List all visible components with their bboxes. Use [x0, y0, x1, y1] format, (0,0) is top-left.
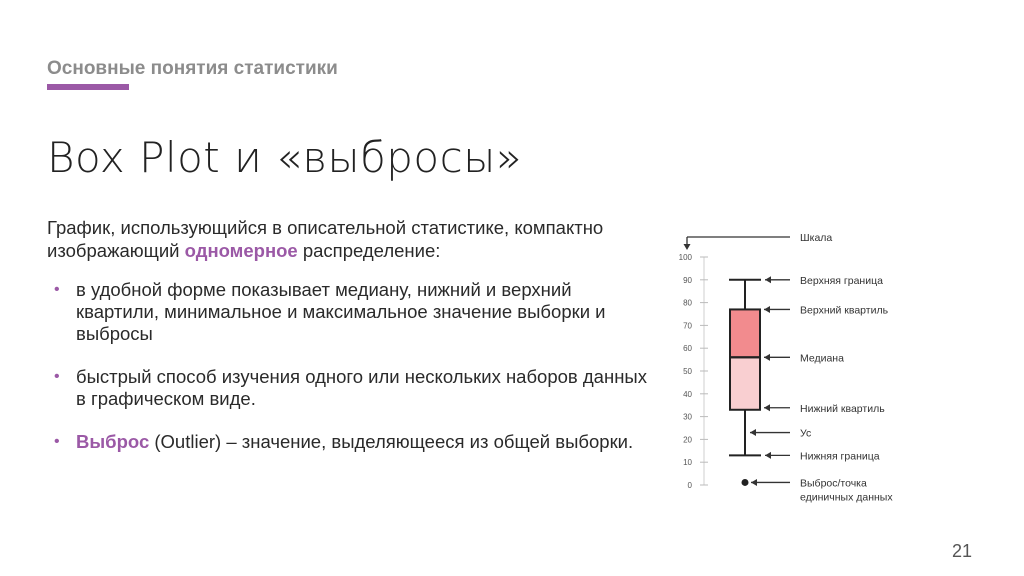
- label-median: Медиана: [800, 352, 844, 365]
- tick-label: 60: [683, 344, 692, 354]
- bullet-text: в удобной форме показывает медиану, нижний и верхний квартили, минимальное и максимальное значение выборки и выбросы: [76, 279, 606, 344]
- section-title: Основные понятия статистики: [47, 58, 338, 79]
- bullet-text: (Outlier) – значение, выделяющееся из общей выборки.: [149, 431, 634, 452]
- scale-axis: [679, 253, 708, 490]
- intro-text-start: График, использующийся в описательной статистике, компактно изображающий: [47, 217, 604, 261]
- intro-text: [47, 216, 647, 262]
- label-outlier-line2: единичных данных: [800, 491, 893, 504]
- bullet-list: [47, 279, 647, 474]
- box-plot: [729, 280, 761, 486]
- tick-label: 30: [683, 412, 692, 422]
- outlier-point: [742, 479, 749, 486]
- tick-label: 100: [678, 253, 692, 262]
- slide-title: Box Plot и «выбросы»: [47, 133, 523, 182]
- label-upper-bound: Верхняя граница: [800, 274, 883, 287]
- upper-quartile-arrowhead-icon: [764, 306, 770, 313]
- tick-label: 70: [683, 321, 692, 331]
- tick-label: 20: [683, 435, 692, 445]
- bullet-dot-icon: •: [54, 281, 60, 298]
- accent-bar: [47, 84, 129, 90]
- lower-quartile-arrowhead-icon: [764, 404, 770, 411]
- label-lower-quartile: Нижний квартиль: [800, 402, 885, 415]
- bullet-dot-icon: •: [54, 433, 60, 450]
- whisker-arrowhead-icon: [750, 429, 756, 436]
- lower-bound-arrowhead-icon: [765, 452, 771, 459]
- tick-label: 40: [683, 389, 692, 399]
- tick-label: 80: [683, 298, 692, 308]
- scale-arrowhead-icon: [684, 244, 691, 250]
- label-whisker: Ус: [800, 427, 812, 440]
- tick-label: 90: [683, 275, 692, 285]
- tick-label: 10: [683, 458, 692, 468]
- label-outlier-line1: Выброс/точка: [800, 477, 867, 490]
- bullet-item: [47, 431, 647, 453]
- annotations: [684, 232, 894, 503]
- label-lower-bound: Нижняя граница: [800, 450, 880, 463]
- lower-box: [730, 357, 760, 409]
- box-plot-diagram: [660, 215, 950, 515]
- bullet-item: [47, 279, 647, 345]
- tick-label: 50: [683, 367, 692, 376]
- bullet-text: быстрый способ изучения одного или нескольких наборов данных в графическом виде.: [76, 366, 647, 409]
- bullet-highlight: Выброс: [76, 431, 150, 452]
- page-number: 21: [951, 541, 972, 561]
- label-scale: Шкала: [800, 232, 833, 244]
- intro-text-end: распределение:: [297, 240, 441, 261]
- outlier-arrowhead-icon: [751, 479, 757, 486]
- intro-highlight: одномерное: [184, 240, 298, 261]
- bullet-dot-icon: •: [54, 368, 60, 385]
- tick-label: 0: [687, 481, 692, 490]
- median-arrowhead-icon: [764, 354, 770, 361]
- upper-bound-arrowhead-icon: [765, 276, 771, 283]
- bullet-item: [47, 366, 647, 410]
- upper-box: [730, 309, 760, 357]
- label-upper-quartile: Верхний квартиль: [800, 304, 889, 317]
